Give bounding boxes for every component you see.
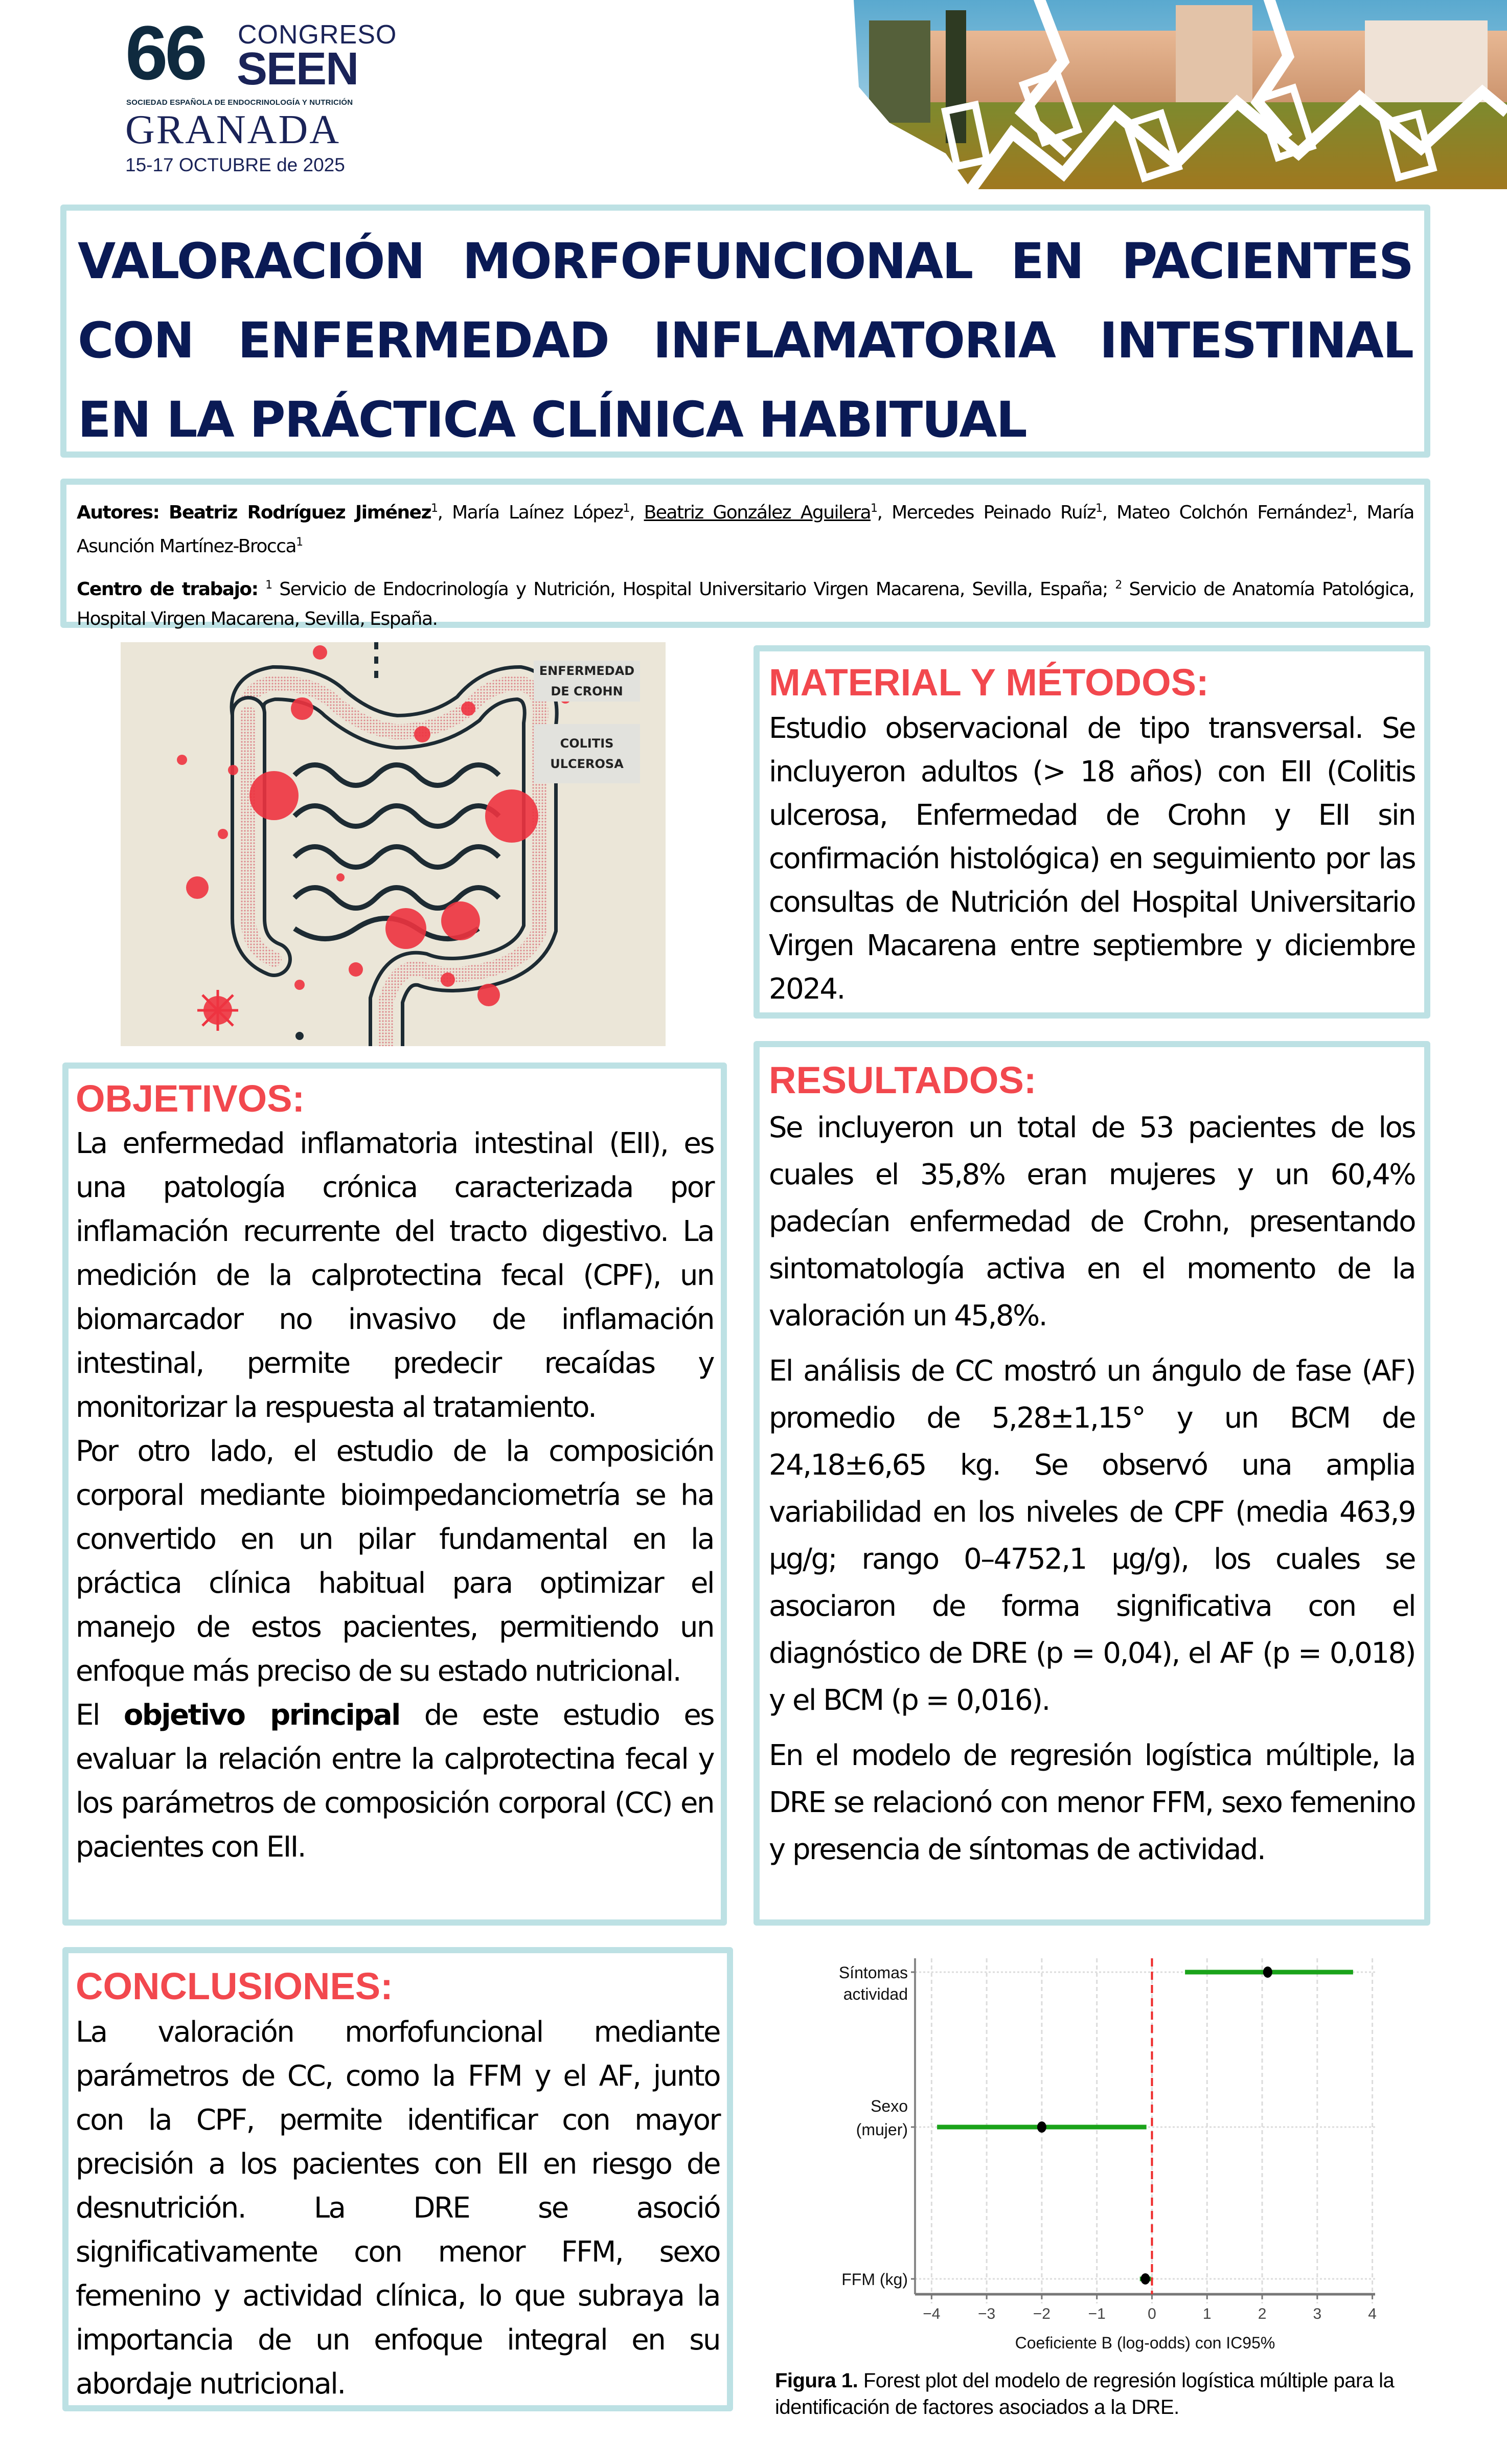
- x-tick-label: −4: [923, 2305, 941, 2322]
- author-name: Mercedes Peinado Ruíz: [892, 502, 1096, 523]
- objectives-p3-bold: objetivo principal: [123, 1699, 400, 1732]
- y-tick-label: FFM (kg): [841, 2270, 908, 2289]
- conclusions-text: La valoración morfofuncional mediante parámetros de CC, como la FFM y el AF, junto con la CPF, permite identificar con mayor precisión a los pacientes con EII en riesgo de desnutrición. La DRE se asoció significativamente con menor FFM, sexo femenino y actividad clínica, lo que subraya la importancia de un enfoque integral en su abordaje nutricional.: [76, 2016, 720, 2401]
- affiliation-2: Servicio de Anatomía Patológica, Hospital Virgen Macarena, Sevilla, España.: [77, 579, 1414, 629]
- x-tick-label: 1: [1202, 2305, 1212, 2322]
- figure-caption-text: Forest plot del modelo de regresión logística múltiple para la identificación de factores asociados a la DRE.: [775, 2369, 1395, 2418]
- x-tick-label: −2: [1033, 2305, 1051, 2322]
- results-paragraph-2: El análisis de CC mostró un ángulo de fase (AF) promedio de 5,28±1,15° y un BCM de 24,18±6,65 kg. Se observó una amplia variabilidad en los niveles de CPF (media 463,9 µg/g; rango 0–4752,1 µg/g), los cuales se asociaron de forma significativa con el diagnóstico de DRE (p = 0,04), el AF (p = 0,018) y el BCM (p = 0,016).: [769, 1354, 1415, 1717]
- intestine-drawing: [121, 642, 666, 1046]
- author-affiliation-number: 1: [431, 502, 438, 515]
- results-section: [754, 1041, 1430, 1926]
- x-tick-label: 0: [1148, 2305, 1156, 2322]
- author-affiliation-number: 1: [296, 536, 303, 549]
- author-name: Beatriz González Aguilera: [644, 502, 871, 523]
- author-affiliation-number: 1: [1095, 502, 1102, 515]
- workplace-line: [77, 571, 1414, 634]
- y-tick-label: Síntomas: [838, 1963, 908, 1982]
- point-estimate: [1263, 1966, 1272, 1978]
- objectives-heading: OBJETIVOS:: [76, 1077, 305, 1120]
- congress-logo: [125, 10, 397, 175]
- y-tick-label: (mujer): [856, 2120, 908, 2139]
- authors-line: [77, 494, 1414, 561]
- affiliation-2-number: 2: [1115, 579, 1122, 592]
- author-affiliation-number: 1: [623, 502, 630, 515]
- logo-number: 66: [125, 10, 204, 96]
- logo-dates: 15-17 OCTUBRE de 2025: [125, 154, 345, 175]
- objectives-paragraph-3: [76, 1693, 714, 1869]
- forest-plot: [767, 1943, 1401, 2352]
- label-colitis-line1: COLITIS: [560, 736, 614, 751]
- title-box: [60, 205, 1430, 458]
- granada-banner-image: [828, 0, 1507, 189]
- label-colitis-line2: ULCEROSA: [550, 757, 624, 771]
- author-name: María Asunción Martínez-Brocca: [77, 502, 1414, 557]
- x-tick-label: 3: [1313, 2305, 1322, 2322]
- objectives-paragraph-2: Por otro lado, el estudio de la composición corporal mediante bioimpedanciometría se ha convertido en un pilar fundamental en la práctica clínica habitual para optimizar el manejo de estos pacientes, permitiendo un enfoque más preciso de su estado nutricional.: [76, 1435, 714, 1688]
- objectives-paragraph-1: La enfermedad inflamatoria intestinal (EII), es una patología crónica caracterizada por inflamación recurrente del tracto digestivo. La medición de la calprotectina fecal (CPF), un biomarcador no invasivo de inflamación intestinal, permite predecir recaídas y monitorizar la respuesta al tratamiento.: [76, 1127, 714, 1424]
- author-name: Mateo Colchón Fernández: [1116, 502, 1346, 523]
- label-crohn: [534, 661, 640, 702]
- x-tick-label: 2: [1258, 2305, 1267, 2322]
- ibd-intestine-illustration: [121, 642, 666, 1046]
- x-axis-label: Coeficiente B (log-odds) con IC95%: [1015, 2334, 1275, 2352]
- workplace-label: Centro de trabajo:: [77, 579, 258, 600]
- authors-box: [60, 479, 1430, 628]
- results-heading: RESULTADOS:: [769, 1059, 1037, 1101]
- objectives-p3-pre: El: [76, 1699, 99, 1732]
- author-name: Beatriz Rodríguez Jiménez: [169, 502, 431, 523]
- point-estimate: [1037, 2121, 1046, 2133]
- affiliation-1-number: 1: [265, 579, 272, 592]
- objectives-p3-post: de este estudio es evaluar la relación entre la calprotectina fecal y los parámetros de composición corporal (CC) en pacientes con EII.: [76, 1699, 714, 1864]
- x-tick-label: 4: [1368, 2305, 1377, 2322]
- figure-caption: [775, 2367, 1440, 2421]
- results-paragraph-1: Se incluyeron un total de 53 pacientes de los cuales el 35,8% eran mujeres y un 60,4% padecían enfermedad de Crohn, presentando sintomatología activa en el momento de la valoración un 45,8%.: [769, 1111, 1415, 1332]
- y-tick-label: Sexo: [871, 2097, 908, 2115]
- author-affiliation-number: 1: [871, 502, 877, 515]
- methods-text: Estudio observacional de tipo transversal. Se incluyeron adultos (> 18 años) con EII (Colitis ulcerosa, Enfermedad de Crohn y EII sin confirmación histológica) en seguimiento por las consultas de Nutrición del Hospital Universitario Virgen Macarena entre septiembre y diciembre 2024.: [769, 712, 1415, 1006]
- conclusions-section: [62, 1947, 733, 2411]
- forest-plot-figure: [767, 1943, 1401, 2352]
- logo-congreso: CONGRESO: [238, 20, 397, 50]
- author-name: María Laínez López: [452, 502, 623, 523]
- label-crohn-line2: DE CROHN: [551, 684, 623, 698]
- author-list: Beatriz Rodríguez Jiménez$^1$, María Laínez López$^1$, Beatriz González Aguilera$^1$, Mercedes Peinado Ruíz$^1$, Mateo Colchón Fernández$^1$, María Asunción Martínez-Brocca$^1$: [77, 502, 1414, 557]
- methods-section: [754, 645, 1430, 1019]
- logo-city: GRANADA: [125, 107, 340, 152]
- methods-heading: MATERIAL Y MÉTODOS:: [769, 661, 1209, 704]
- conclusions-heading: CONCLUSIONES:: [76, 1965, 393, 2007]
- affiliation-1: Servicio de Endocrinología y Nutrición, Hospital Universitario Virgen Macarena, Sevilla, España;: [279, 579, 1108, 600]
- objectives-section: [62, 1063, 727, 1926]
- authors-label: Autores:: [77, 502, 159, 523]
- label-colitis: [534, 724, 640, 783]
- x-tick-label: −1: [1088, 2305, 1106, 2322]
- author-affiliation-number: 1: [1345, 502, 1352, 515]
- y-tick-label: actividad: [843, 1985, 908, 2003]
- point-estimate: [1141, 2273, 1150, 2285]
- label-crohn-line1: ENFERMEDAD: [539, 664, 635, 678]
- poster-title: VALORACIÓN MORFOFUNCIONAL EN PACIENTES CON ENFERMEDAD INFLAMATORIA INTESTINAL EN LA PRÁCTICA CLÍNICA HABITUAL: [78, 233, 1413, 448]
- results-paragraph-3: En el modelo de regresión logística múltiple, la DRE se relacionó con menor FFM, sexo femenino y presencia de síntomas de actividad.: [769, 1739, 1415, 1866]
- logo-society: SOCIEDAD ESPAÑOLA DE ENDOCRINOLOGÍA Y NUTRICIÓN: [126, 98, 353, 107]
- figure-caption-label: Figura 1.: [775, 2369, 858, 2392]
- logo-seen: SEEN: [237, 43, 358, 95]
- x-tick-label: −3: [978, 2305, 996, 2322]
